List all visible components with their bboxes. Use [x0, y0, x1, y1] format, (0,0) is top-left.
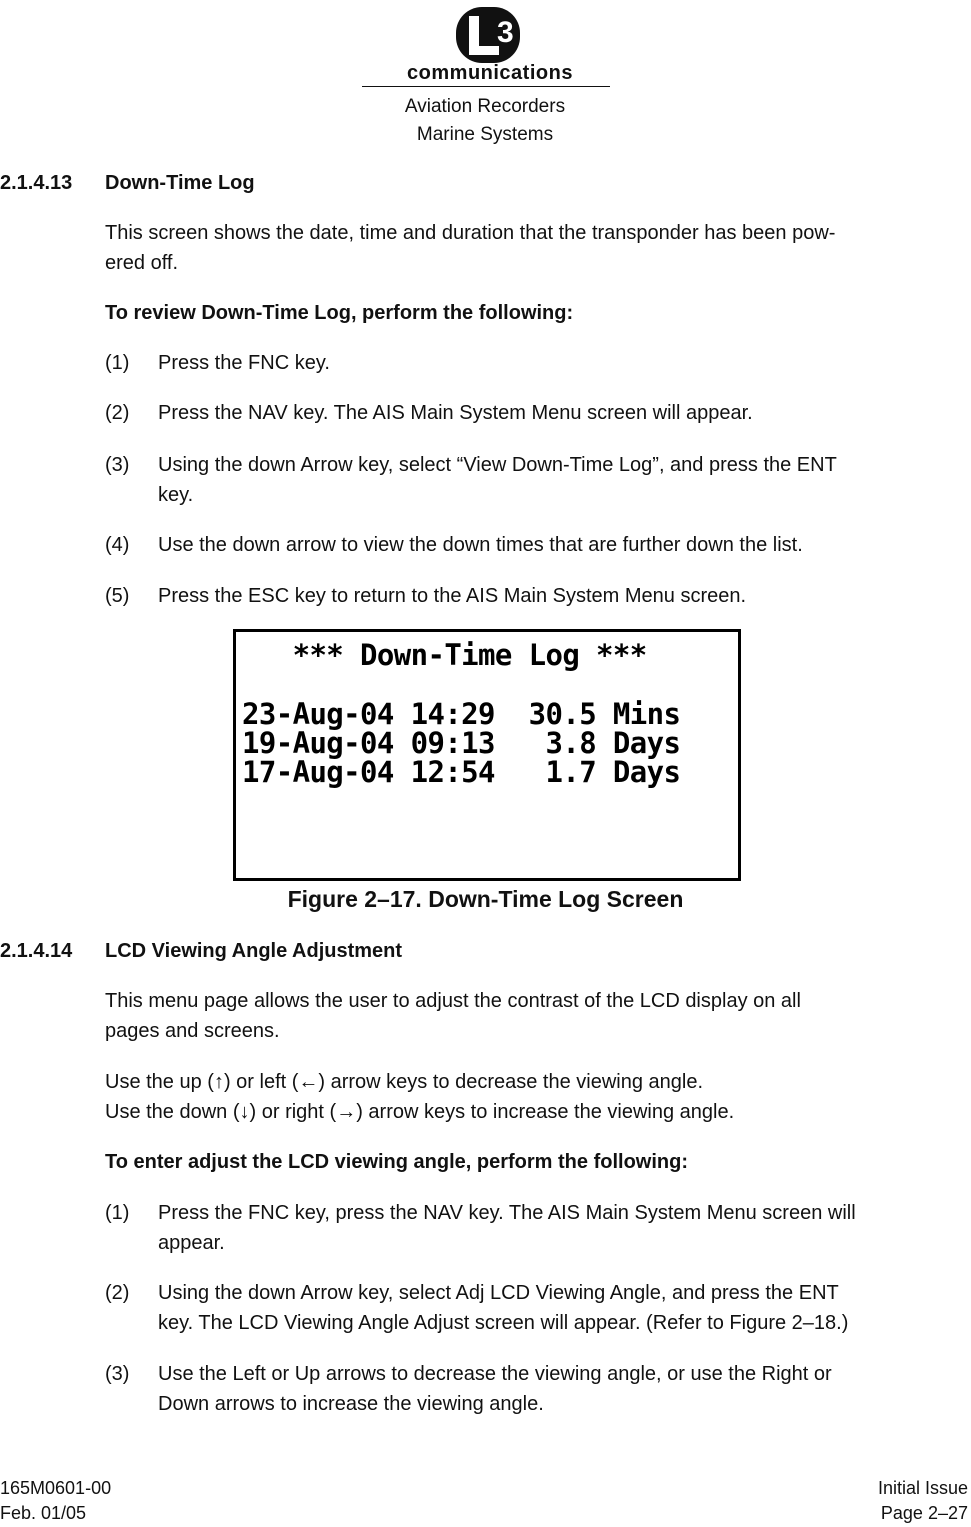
step-text: Use the down arrow to view the down times that are further down the list.: [158, 534, 803, 556]
section-title: Down-Time Log: [105, 172, 255, 194]
step-number: (5): [105, 585, 130, 607]
section-number: 2.1.4.14: [0, 940, 73, 962]
procedure-heading: To enter adjust the LCD viewing angle, perform the following:: [105, 1151, 688, 1173]
step-number: (1): [105, 1202, 130, 1224]
paragraph-line: ered off.: [105, 252, 179, 274]
lcd-log-row: 19-Aug-04 09:13 3.8 Days: [242, 726, 681, 760]
lcd-down-time-log-screen: [233, 629, 741, 881]
step-number: (3): [105, 1363, 130, 1385]
lcd-title: *** Down-Time Log ***: [242, 638, 647, 672]
logo-wordmark: communications: [407, 62, 573, 84]
figure-caption: Figure 2–17. Down-Time Log Screen: [287, 886, 684, 912]
step-text: Using the down Arrow key, select “View Down-Time Log”, and press the ENT: [158, 454, 837, 476]
lcd-log-row: 23-Aug-04 14:29 30.5 Mins: [242, 697, 681, 731]
section-number: 2.1.4.13: [0, 172, 73, 194]
step-text: Down arrows to increase the viewing angle.: [158, 1393, 544, 1415]
step-text: Press the FNC key.: [158, 352, 330, 374]
logo-mark: 3: [497, 16, 514, 49]
header-line-marine: Marine Systems: [416, 124, 554, 145]
footer-doc-number: 165M0601-00: [0, 1478, 112, 1498]
footer-issue: Initial Issue: [877, 1478, 968, 1498]
l3-logo: [455, 6, 521, 64]
step-text: key. The LCD Viewing Angle Adjust screen will appear. (Refer to Figure 2–18.): [158, 1312, 849, 1334]
lcd-log-row: 17-Aug-04 12:54 1.7 Days: [242, 755, 681, 789]
paragraph-line: pages and screens.: [105, 1020, 280, 1042]
section-title: LCD Viewing Angle Adjustment: [105, 940, 403, 962]
procedure-heading: To review Down-Time Log, perform the following:: [105, 302, 574, 324]
paragraph-line: Use the down (↓) or right (→) arrow keys to increase the viewing angle.: [105, 1101, 735, 1123]
paragraph-line: This menu page allows the user to adjust the contrast of the LCD display on all: [105, 990, 801, 1012]
step-text: appear.: [158, 1232, 225, 1254]
footer-page-number: Page 2–27: [880, 1503, 968, 1523]
step-number: (3): [105, 454, 130, 476]
step-number: (1): [105, 352, 130, 374]
paragraph-line: Use the up (↑) or left (←) arrow keys to decrease the viewing angle.: [105, 1071, 704, 1093]
step-number: (2): [105, 402, 130, 424]
step-text: Use the Left or Up arrows to decrease the viewing angle, or use the Right or: [158, 1363, 832, 1385]
step-text: Press the ESC key to return to the AIS Main System Menu screen.: [158, 585, 747, 607]
step-text: key.: [158, 484, 194, 506]
footer-date: Feb. 01/05: [0, 1503, 87, 1523]
step-text: Press the NAV key. The AIS Main System Menu screen will appear.: [158, 402, 753, 424]
step-number: (4): [105, 534, 130, 556]
paragraph-line: This screen shows the date, time and duration that the transponder has been pow-: [105, 222, 836, 244]
step-text: Press the FNC key, press the NAV key. The AIS Main System Menu screen will: [158, 1202, 856, 1224]
header-rule: [362, 86, 610, 87]
step-text: Using the down Arrow key, select Adj LCD Viewing Angle, and press the ENT: [158, 1282, 839, 1304]
step-number: (2): [105, 1282, 130, 1304]
header-line-aviation: Aviation Recorders: [404, 96, 566, 117]
